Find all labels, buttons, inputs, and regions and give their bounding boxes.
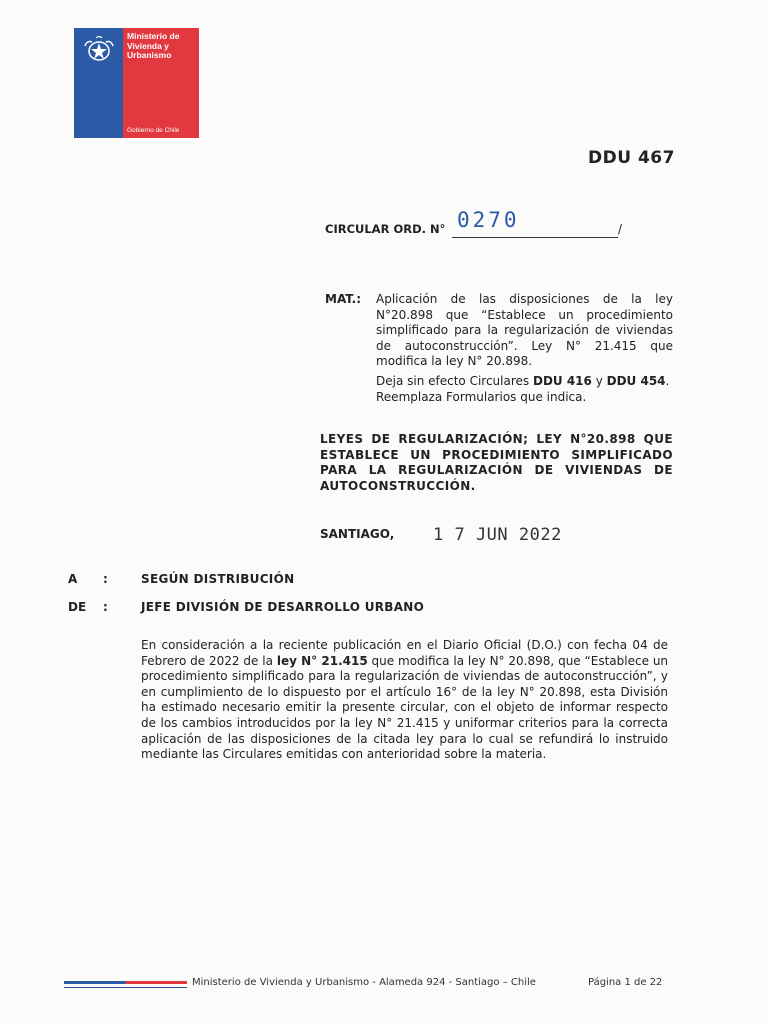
logo-line-1: Ministerio de [127,31,180,41]
from-colon: : [103,600,108,614]
from-value: JEFE DIVISIÓN DE DESARROLLO URBANO [141,600,425,614]
ministry-logo [74,28,199,138]
mat-text2-part: Deja sin efecto Circulares [376,374,533,388]
footer-address: Ministerio de Vivienda y Urbanismo - Alameda 924 - Santiago – Chile [192,977,536,988]
subject-heading: LEYES DE REGULARIZACIÓN; LEY N°20.898 QUE ESTABLECE UN PROCEDIMIENTO SIMPLIFICADO PARA LA REGULARIZACIÓN DE VIVIENDAS DE AUTOCONSTRUCCIÓN. [320,432,673,493]
logo-line-3: Urbanismo [127,50,172,60]
date-stamp: 1 7 JUN 2022 [433,525,562,545]
body-text-part: que modifica la ley N° 20.898, que “Establece un procedimiento simplificado para la regularización de viviendas de autoconstrucción”, y en cumplimiento de lo dispuesto por el artículo 16° de la ley N° 20.898, esta División ha estimado necesario emitir la presente circular, con el objeto de informar respecto de los cambios introducidos por la ley N° 21.415 y uniformar criterios para la correcta aplicación de las disposiciones de la citada ley para lo cual se refundirá lo instruido mediante las Circulares emitidas con anterioridad sobre la materia. [141,653,669,762]
page-number: Página 1 de 22 [588,977,663,988]
logo-ministry-name [127,32,199,61]
coat-of-arms-icon [80,34,118,64]
body-law-reference: ley N° 21.415 [276,653,368,668]
circular-label: CIRCULAR ORD. N° [325,222,446,236]
mat-text: Aplicación de las disposiciones de la ley N°20.898 que “Establece un procedimiento simplificado para la regularización de viviendas de autoconstrucción”. Ley N° 21.415 que modifica la ley N° 20.898. [376,292,673,368]
to-label: A [68,572,78,586]
document-code: DDU 467 [588,148,675,168]
to-value: SEGÚN DISTRIBUCIÓN [141,572,295,586]
mat-ddu416: DDU 416 [532,374,592,388]
mat-label: MAT.: [325,292,362,306]
body-paragraph [141,638,668,763]
mat-ddu454: DDU 454 [606,374,666,388]
circular-number-stamp: 0270 [457,208,520,232]
place-label: SANTIAGO, [320,527,395,541]
from-label: DE [68,600,87,614]
footer-color-bar [64,981,187,984]
mat-text-supersedes [376,374,673,405]
to-colon: : [103,572,108,586]
footer-divider [64,987,187,988]
logo-line-2: Vivienda y [127,40,169,51]
circular-underline [452,237,618,238]
logo-red-panel [123,28,199,138]
mat-text2-part: . Reemplaza Formularios que indica. [376,374,670,404]
body-text-part: En consideración a la reciente publicación en el Diario Oficial (D.O.) con fecha 04 de Febrero de 2022 de la [141,638,668,668]
circular-slash: / [618,222,623,236]
logo-blue-panel [74,28,123,138]
logo-government: Gobierno de Chile [127,127,180,134]
mat-text2-part: y [591,374,607,388]
